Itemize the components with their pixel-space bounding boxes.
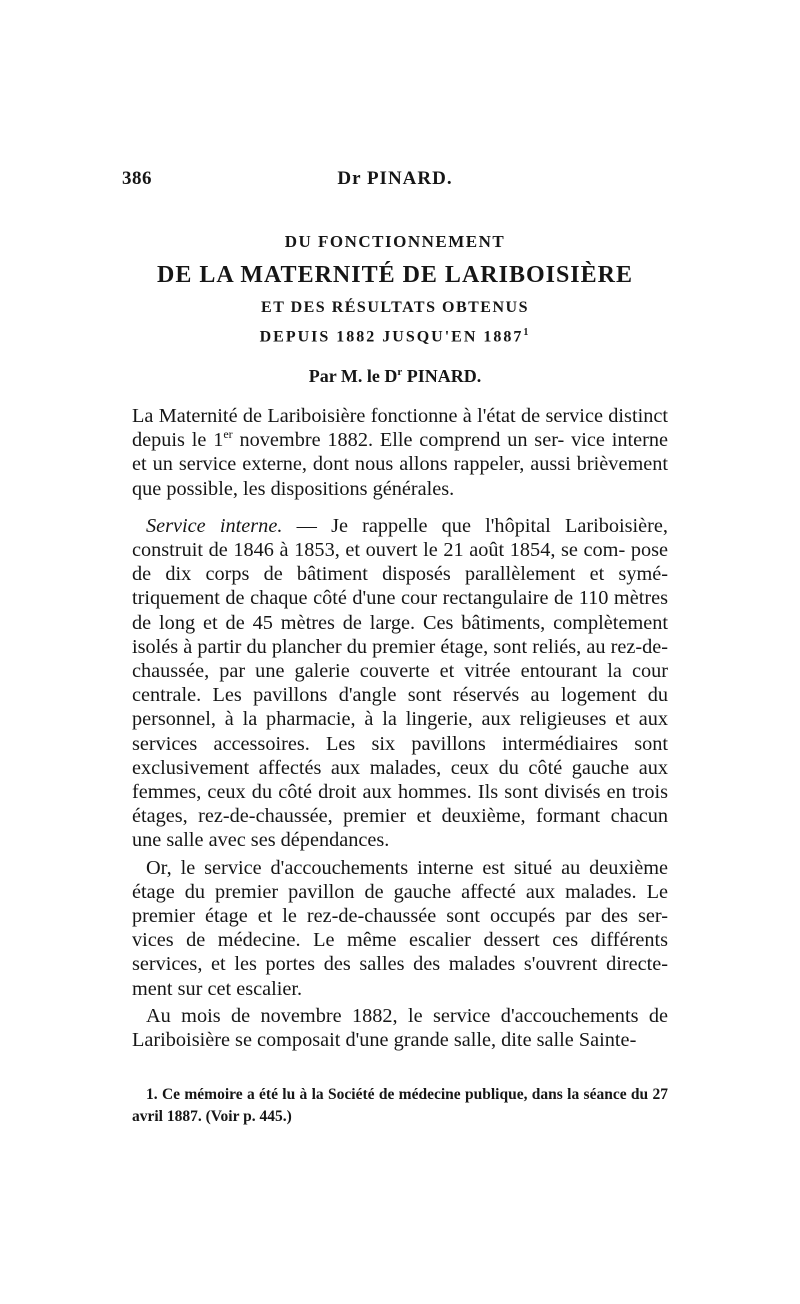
article-title-line-4: [122, 327, 668, 346]
article-body: [132, 404, 668, 1052]
author-name: PINARD.: [402, 366, 482, 386]
ordinal-superscript: er: [223, 427, 233, 442]
paragraph-3: Or, le service d'accouchements interne est situé au deuxième étage du premier pavillon de gauche affecté aux malades. Le premier étage et le rez-de-chaussée sont occupés par des ser- vices de médecine. Le même escalier dessert ces différents services, et les portes des salles des malades s'ouvrent directe- ment sur cet escalier.: [132, 856, 668, 1000]
footnote-reference: 1: [523, 327, 531, 338]
paragraph-2: [132, 514, 668, 853]
paragraph-2-text: — Je rappelle que l'hôpital Lariboisière, construit de 1846 à 1853, et ouvert le 21 août 1854, se com- pose de dix corps de bâtiment disposés parallèlement et symé- triquement de chaque côté d'une cour rectangulaire de 110 mètres de long et de 45 mètres de large. Ces bâtiments, complètement isolés à partir du plancher du premier étage, sont reliés, au rez-de-chaussée, par une galerie couverte et vitrée entourant la cour centrale. Les pavillons d'angle sont réservés au logement du personnel, à la pharmacie, à la lingerie, aux religieuses et aux services accessoires. Les six pavillons intermédiaires sont exclusivement affectés aux malades, ceux du côté gauche aux femmes, ceux du côté droit aux hommes. Ils sont divisés en trois étages, rez-de-chaussée, premier et deuxième, formant chacun une salle avec ses dépendances.: [132, 514, 668, 852]
author-line: [122, 366, 668, 387]
paragraph-1-part-b: novembre 1882. Elle comprend un ser- vice interne et un service externe, dont nous allons rappeler, aussi brièvement que possible, les dispositions générales.: [132, 429, 668, 500]
running-head: [122, 168, 668, 192]
section-run-in-heading: Service interne.: [146, 514, 283, 537]
paragraph-1: [132, 404, 668, 501]
paragraph-4: Au mois de novembre 1882, le service d'accouchements de Lariboisière se composait d'une grande salle, dite salle Sainte-: [132, 1004, 668, 1052]
article-title-line-2: DE LA MATERNITÉ DE LARIBOISIÈRE: [157, 262, 633, 288]
running-title: Dr PINARD.: [337, 168, 453, 189]
footnote: 1. Ce mémoire a été lu à la Société de médecine publique, dans la séance du 27 avril 1887. (Voir p. 445.): [132, 1086, 668, 1125]
author-title-superscript: r: [397, 366, 403, 378]
author-prefix: Par M. le D: [308, 366, 398, 386]
title-dates: DEPUIS 1882 JUSQU'EN 1887: [259, 328, 524, 346]
page-number: 386: [122, 168, 152, 189]
article-title-line-3: ET DES RÉSULTATS OBTENUS: [261, 299, 529, 316]
paragraph-1-part-a: La Maternité de Lariboisière fonctionne à l'état de service distinct depuis le 1: [132, 405, 668, 452]
article-title-line-1: DU FONCTIONNEMENT: [284, 232, 506, 251]
